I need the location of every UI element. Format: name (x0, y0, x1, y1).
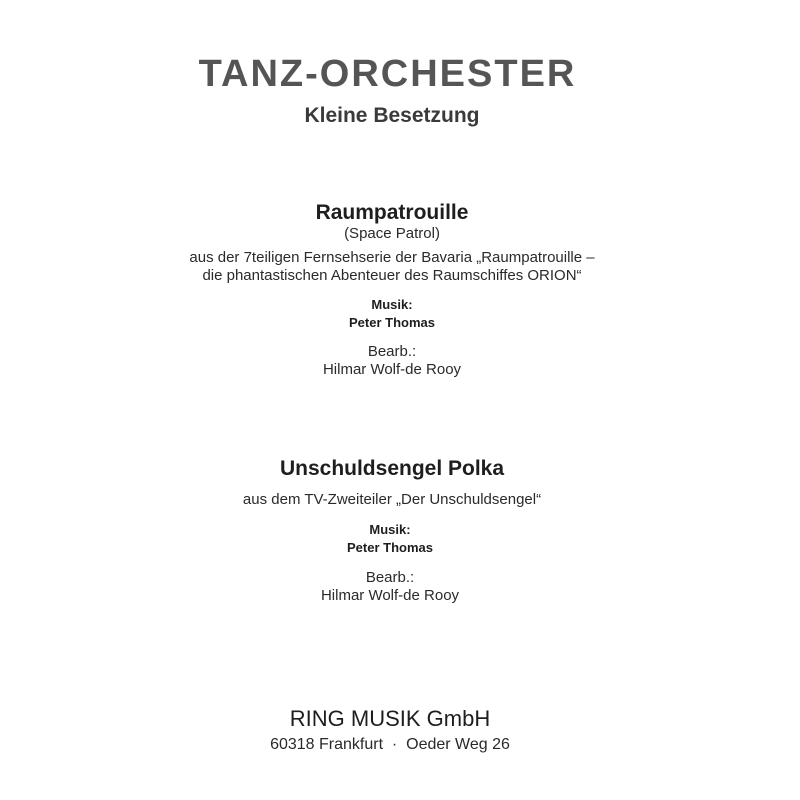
piece-1-composer: Peter Thomas (349, 315, 435, 330)
piece-1-title: Raumpatrouille (315, 201, 469, 224)
piece-1-alt-title: (Space Patrol) (344, 225, 440, 242)
piece-2-title: Unschuldsengel Polka (279, 457, 505, 480)
piece-1-description-line-2: die phantastischen Abenteuer des Raumschiffes ORION“ (202, 267, 582, 284)
page-title: TANZ-ORCHESTER (198, 53, 577, 95)
piece-1-music-label: Musik: (371, 297, 413, 312)
piece-2-description-line-1: aus dem TV-Zweiteiler „Der Unschuldsengel“ (242, 491, 542, 508)
piece-2-composer: Peter Thomas (347, 540, 433, 555)
page-subtitle: Kleine Besetzung (304, 104, 480, 127)
piece-2-music-label: Musik: (369, 522, 411, 537)
piece-2-arranger: Hilmar Wolf-de Rooy (320, 587, 460, 604)
publisher-name: RING MUSIK GmbH (289, 706, 491, 731)
piece-1-description-line-1: aus der 7teiligen Fernsehserie der Bavaria „Raumpatrouille – (189, 249, 595, 266)
piece-1-arranger-label: Bearb.: (367, 343, 417, 360)
piece-2-arranger-label: Bearb.: (365, 569, 415, 586)
publisher-address: 60318 Frankfurt · Oeder Weg 26 (270, 736, 510, 753)
piece-1-arranger: Hilmar Wolf-de Rooy (322, 361, 462, 378)
